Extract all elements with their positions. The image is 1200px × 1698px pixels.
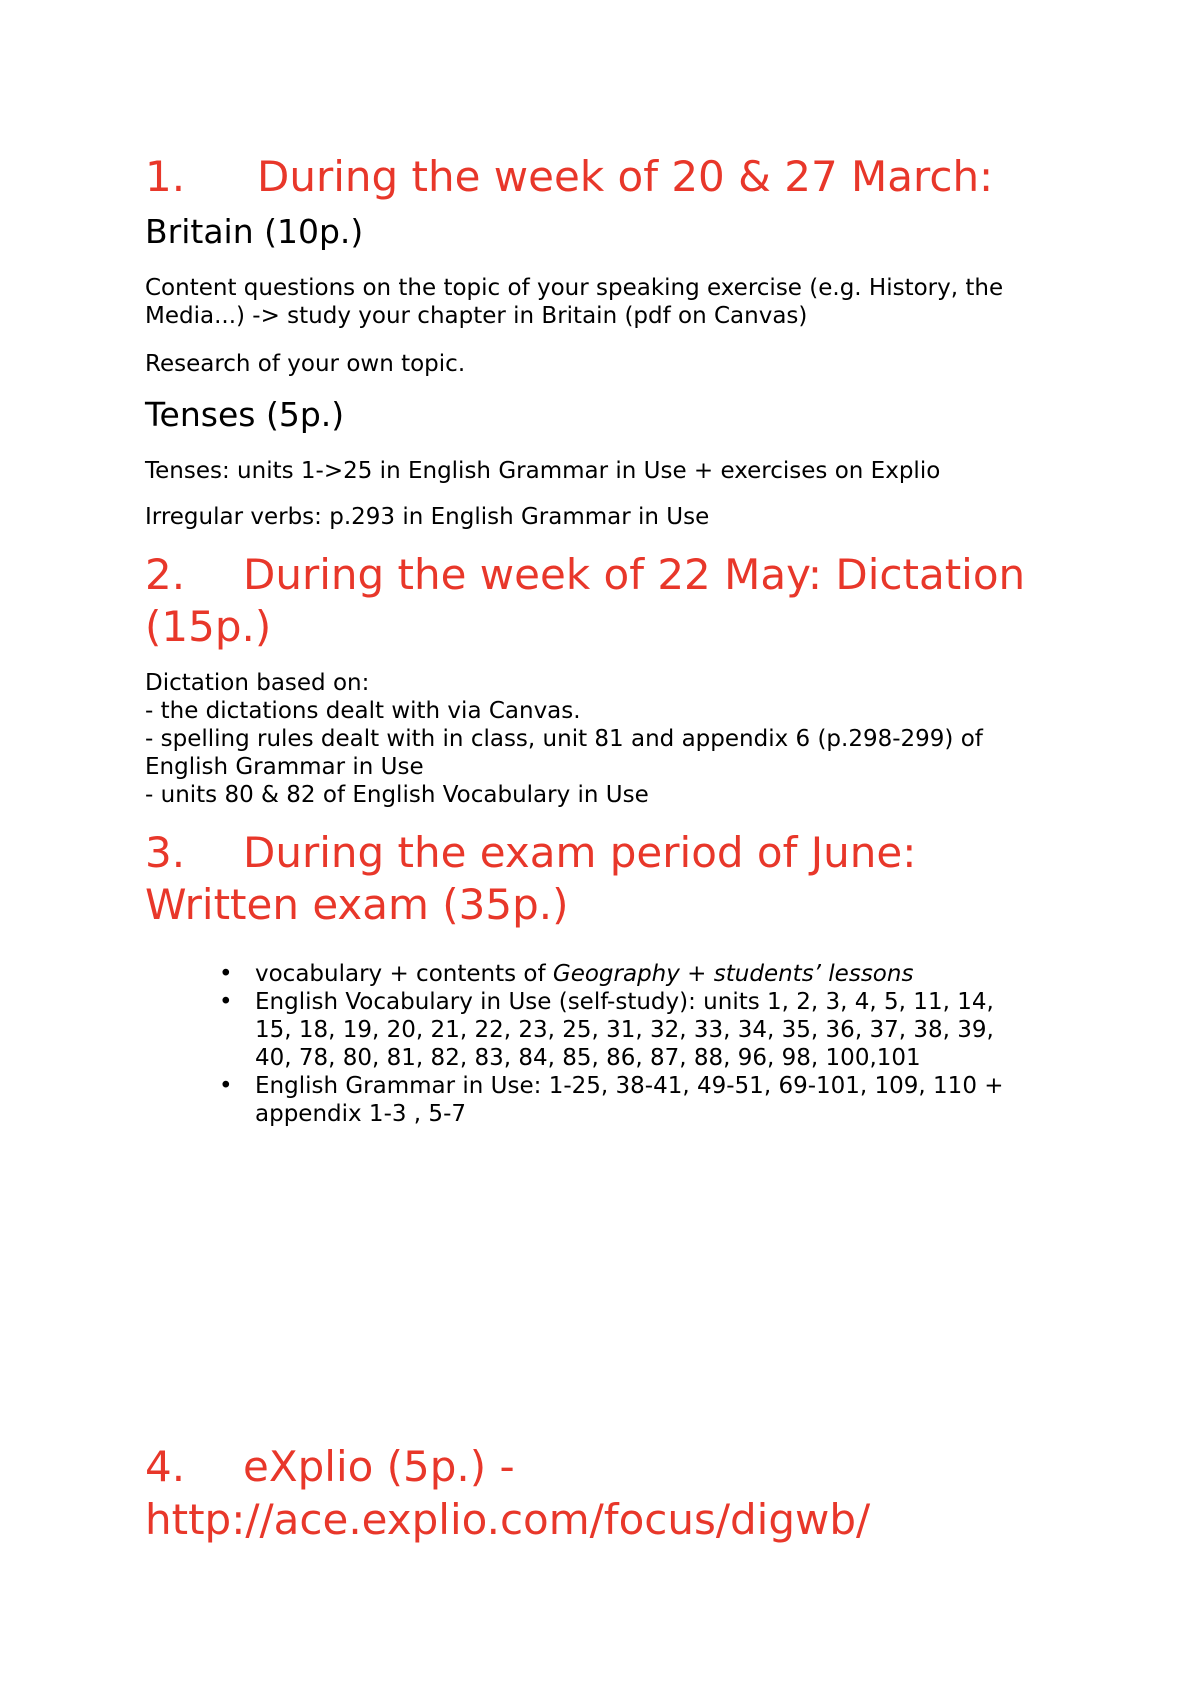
- britain-subheading: Britain (10p.): [145, 212, 364, 251]
- section-2-heading-line-2: (15p.): [145, 602, 272, 651]
- section-2-title-line-1: During the week of 22 May: Dictation: [243, 550, 1026, 599]
- section-1-title: During the week of 20 & 27 March:: [257, 152, 994, 201]
- bullet-icon: •: [219, 1073, 233, 1099]
- explio-link[interactable]: http://ace.explio.com/focus/digwb/: [145, 1495, 871, 1544]
- tenses-subheading: Tenses (5p.): [145, 395, 345, 434]
- list-item: [145, 988, 1075, 1072]
- bullet-1-italic-text: Geography + students’ lessons: [552, 961, 914, 987]
- section-3-title-line-1: During the exam period of June:: [243, 828, 917, 877]
- bullet-icon: •: [219, 989, 233, 1015]
- dictation-line: English Grammar in Use: [145, 754, 424, 780]
- bullet-3-line: English Grammar in Use: 1-25, 38-41, 49-51, 69-101, 109, 110 +: [255, 1073, 1004, 1099]
- bullet-3-line: appendix 1-3 , 5-7: [255, 1101, 466, 1127]
- section-1-number: 1.: [145, 152, 186, 201]
- list-item: [145, 960, 1075, 988]
- written-exam-list: [145, 960, 1075, 1128]
- britain-content-line-1: Content questions on the topic of your speaking exercise (e.g. History, the: [145, 275, 1004, 301]
- bullet-1-text: vocabulary + contents of: [255, 961, 553, 987]
- irregular-verbs-paragraph: Irregular verbs: p.293 in English Grammar in Use: [145, 504, 710, 530]
- dictation-line: - the dictations dealt with via Canvas.: [145, 698, 581, 724]
- bullet-2-line: English Vocabulary in Use (self-study): units 1, 2, 3, 4, 5, 11, 14,: [255, 989, 994, 1015]
- dictation-paragraph: [145, 669, 1075, 809]
- dictation-line: - spelling rules dealt with in class, unit 81 and appendix 6 (p.298-299) of: [145, 726, 983, 752]
- britain-research-paragraph: Research of your own topic.: [145, 351, 466, 377]
- bullet-2-line: 15, 18, 19, 20, 21, 22, 23, 25, 31, 32, 33, 34, 35, 36, 37, 38, 39,: [255, 1017, 994, 1043]
- section-3-heading-line-2: Written exam (35p.): [145, 880, 569, 929]
- section-4-number: 4.: [145, 1442, 186, 1491]
- section-2-heading: [145, 548, 1025, 602]
- dictation-line: Dictation based on:: [145, 670, 370, 696]
- britain-content-line-2: Media...) -> study your chapter in Britain (pdf on Canvas): [145, 303, 808, 329]
- dictation-line: - units 80 & 82 of English Vocabulary in Use: [145, 782, 649, 808]
- section-4-title-line-1: eXplio (5p.) -: [243, 1442, 515, 1491]
- list-item: [145, 1072, 1075, 1128]
- bullet-2-line: 40, 78, 80, 81, 82, 83, 84, 85, 86, 87, 88, 96, 98, 100,101: [255, 1045, 921, 1071]
- tenses-units-paragraph: Tenses: units 1->25 in English Grammar in Use + exercises on Explio: [145, 458, 941, 484]
- section-3-heading: [145, 826, 916, 880]
- section-2-number: 2.: [145, 550, 186, 599]
- section-1-heading: [145, 150, 993, 204]
- section-3-number: 3.: [145, 828, 186, 877]
- britain-content-paragraph: [145, 274, 1075, 330]
- bullet-icon: •: [219, 961, 233, 987]
- section-4-heading: [145, 1440, 515, 1494]
